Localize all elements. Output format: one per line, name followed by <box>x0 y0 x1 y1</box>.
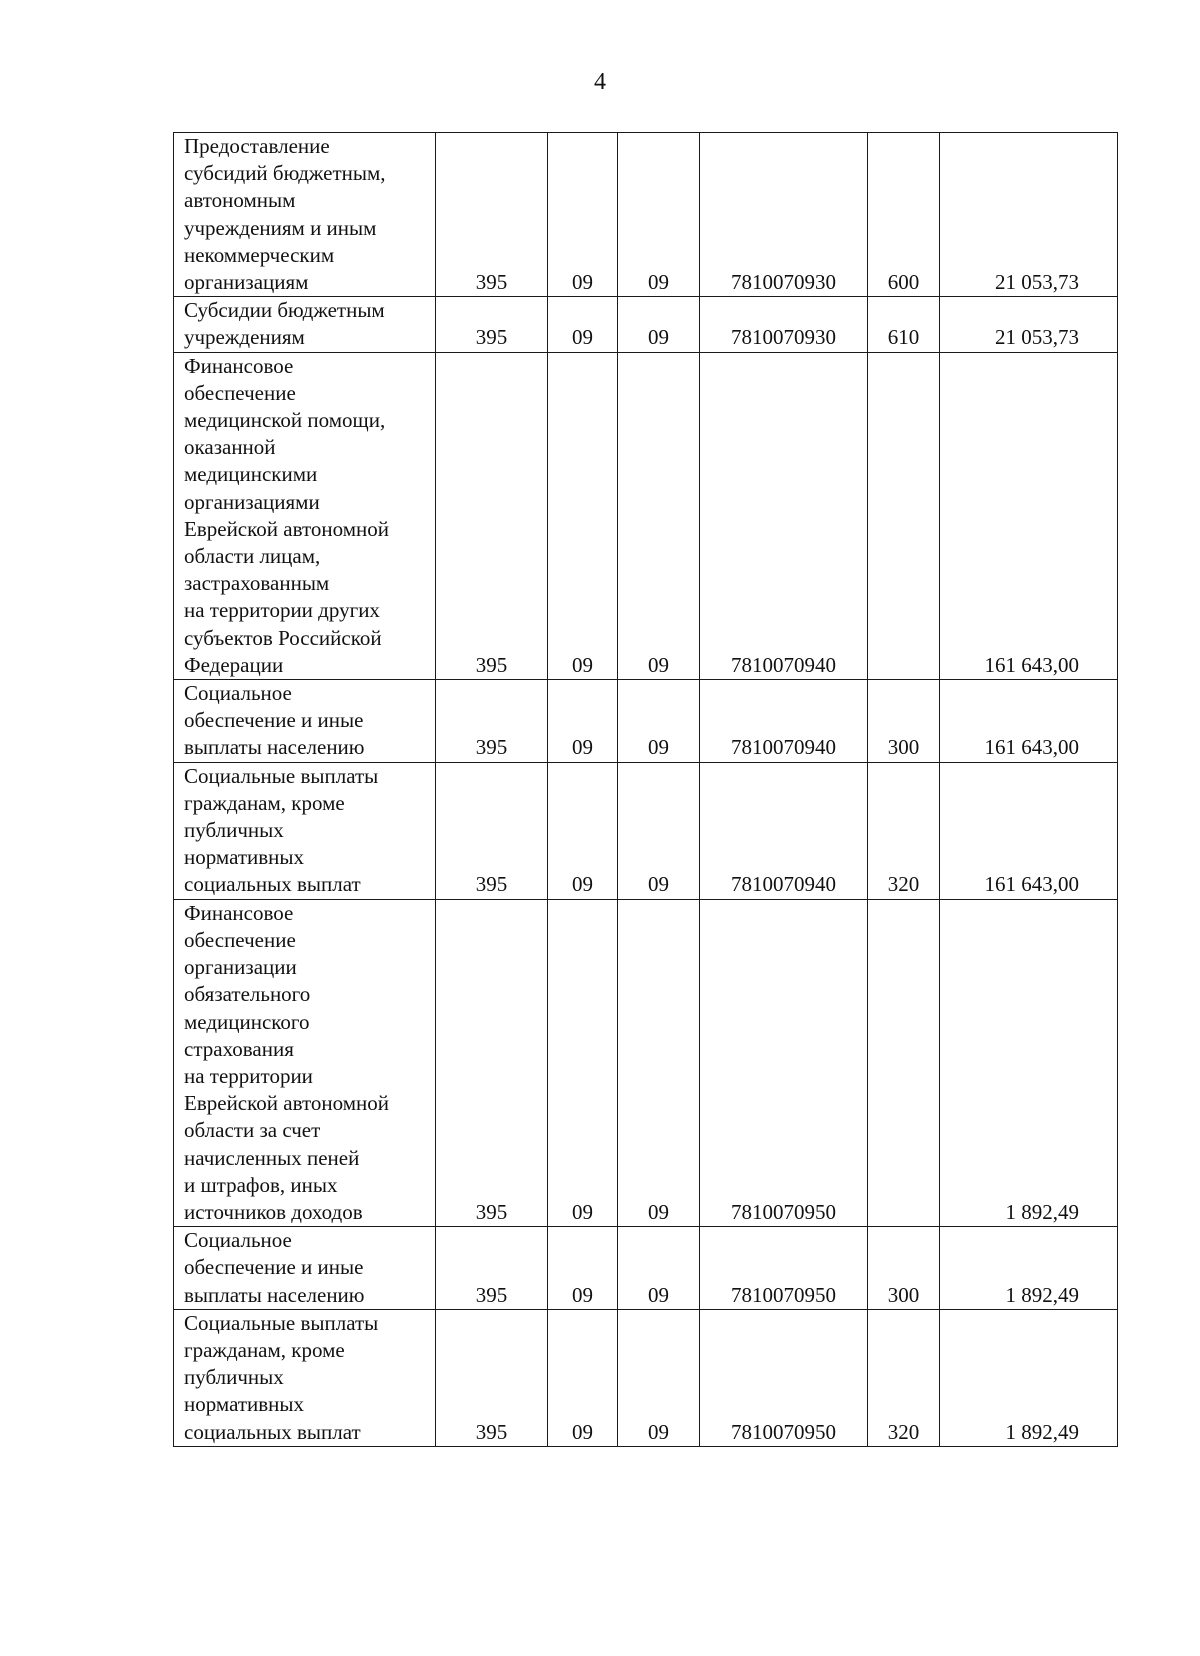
row-name-line: Финансовое <box>184 900 294 925</box>
row-name-cell <box>174 297 436 352</box>
row-name-line: источников доходов <box>184 1199 363 1224</box>
row-sum-cell: 1 892,49 <box>940 1309 1118 1446</box>
row-target-article-cell: 7810070940 <box>700 680 868 763</box>
row-name-line: нормативных <box>184 1392 305 1417</box>
row-name-line: выплаты населению <box>184 735 365 760</box>
row-subsection-cell: 09 <box>618 899 700 1226</box>
row-target-article-cell: 7810070950 <box>700 1227 868 1310</box>
table-row <box>174 680 1118 763</box>
row-name-cell <box>174 762 436 899</box>
row-name-line: области лицам, <box>184 544 321 569</box>
row-name-line: медицинского <box>184 1009 310 1034</box>
row-name-line: Еврейской автономной <box>184 1091 389 1116</box>
row-sum-cell: 1 892,49 <box>940 899 1118 1226</box>
row-name-line: субсидий бюджетным, <box>184 161 386 186</box>
row-name-line: Финансовое <box>184 353 294 378</box>
row-name-cell <box>174 133 436 297</box>
row-target-article-cell: 7810070940 <box>700 762 868 899</box>
row-subsection-cell: 09 <box>618 1227 700 1310</box>
row-grbs-cell: 395 <box>436 297 548 352</box>
row-name-line: публичных <box>184 1365 284 1390</box>
row-sum-cell: 161 643,00 <box>940 352 1118 679</box>
row-target-article-cell: 7810070930 <box>700 297 868 352</box>
row-name-line: Социальное <box>184 681 292 706</box>
row-grbs-cell: 395 <box>436 762 548 899</box>
row-name-line: обеспечение <box>184 927 296 952</box>
row-target-article-cell: 7810070950 <box>700 899 868 1226</box>
row-name-line: организациям <box>184 270 309 295</box>
table-row <box>174 762 1118 899</box>
row-section-cell: 09 <box>548 1309 618 1446</box>
row-name-line: Социальные выплаты <box>184 763 379 788</box>
row-name-line: оказанной <box>184 435 276 460</box>
row-section-cell: 09 <box>548 133 618 297</box>
budget-table <box>173 132 1118 1447</box>
row-subsection-cell: 09 <box>618 352 700 679</box>
table-row <box>174 1227 1118 1310</box>
row-expense-type-cell <box>868 352 940 679</box>
row-name-line: обеспечение <box>184 380 296 405</box>
row-name-line: учреждениям и иным <box>184 215 377 240</box>
table-row <box>174 899 1118 1226</box>
row-name-line: области за счет <box>184 1118 321 1143</box>
row-grbs-cell: 395 <box>436 133 548 297</box>
row-name-line: учреждениям <box>184 325 305 350</box>
row-name-line: медицинскими <box>184 462 318 487</box>
row-subsection-cell: 09 <box>618 680 700 763</box>
row-target-article-cell: 7810070950 <box>700 1309 868 1446</box>
row-section-cell: 09 <box>548 297 618 352</box>
row-name-cell <box>174 899 436 1226</box>
row-name-line: на территории <box>184 1063 313 1088</box>
row-expense-type-cell: 610 <box>868 297 940 352</box>
row-name-line: медицинской помощи, <box>184 408 386 433</box>
row-section-cell: 09 <box>548 762 618 899</box>
row-name-line: Еврейской автономной <box>184 516 389 541</box>
row-sum-cell: 21 053,73 <box>940 297 1118 352</box>
row-section-cell: 09 <box>548 680 618 763</box>
row-sum-cell: 161 643,00 <box>940 680 1118 763</box>
row-sum-cell: 1 892,49 <box>940 1227 1118 1310</box>
table-body <box>174 133 1118 1447</box>
row-expense-type-cell <box>868 899 940 1226</box>
row-name-line: организациями <box>184 489 320 514</box>
row-name-line: Социальные выплаты <box>184 1310 379 1335</box>
row-name-line: организации <box>184 955 297 980</box>
row-name-line: публичных <box>184 818 284 843</box>
row-name-line: нормативных <box>184 845 305 870</box>
row-section-cell: 09 <box>548 352 618 679</box>
row-name-line: гражданам, кроме <box>184 1337 345 1362</box>
row-name-line: начисленных пеней <box>184 1145 360 1170</box>
row-name-line: обеспечение и иные <box>184 1255 364 1280</box>
row-grbs-cell: 395 <box>436 680 548 763</box>
page-number: 4 <box>594 69 606 95</box>
row-name-line: автономным <box>184 188 296 213</box>
row-name-line: обязательного <box>184 982 311 1007</box>
row-expense-type-cell: 320 <box>868 762 940 899</box>
row-name-line: некоммерческим <box>184 242 335 267</box>
table-row <box>174 352 1118 679</box>
row-name-line: Федерации <box>184 652 284 677</box>
row-name-line: выплаты населению <box>184 1282 365 1307</box>
row-grbs-cell: 395 <box>436 899 548 1226</box>
row-subsection-cell: 09 <box>618 762 700 899</box>
row-sum-cell: 21 053,73 <box>940 133 1118 297</box>
row-name-cell <box>174 1227 436 1310</box>
row-name-cell <box>174 352 436 679</box>
row-name-line: и штрафов, иных <box>184 1172 338 1197</box>
row-section-cell: 09 <box>548 899 618 1226</box>
row-name-line: социальных выплат <box>184 872 361 897</box>
row-expense-type-cell: 320 <box>868 1309 940 1446</box>
row-grbs-cell: 395 <box>436 1309 548 1446</box>
row-name-line: субъектов Российской <box>184 625 382 650</box>
row-name-line: Субсидии бюджетным <box>184 298 385 323</box>
row-target-article-cell: 7810070930 <box>700 133 868 297</box>
row-subsection-cell: 09 <box>618 133 700 297</box>
row-name-cell <box>174 1309 436 1446</box>
row-name-cell <box>174 680 436 763</box>
row-section-cell: 09 <box>548 1227 618 1310</box>
row-name-line: страхования <box>184 1036 294 1061</box>
row-name-line: Предоставление <box>184 134 330 158</box>
row-name-line: Социальное <box>184 1228 292 1253</box>
row-name-line: обеспечение и иные <box>184 708 364 733</box>
table-row <box>174 297 1118 352</box>
row-expense-type-cell: 600 <box>868 133 940 297</box>
row-name-line: социальных выплат <box>184 1419 361 1444</box>
row-expense-type-cell: 300 <box>868 1227 940 1310</box>
row-subsection-cell: 09 <box>618 297 700 352</box>
table-row <box>174 133 1118 297</box>
row-name-line: гражданам, кроме <box>184 790 345 815</box>
row-name-line: застрахованным <box>184 571 330 596</box>
row-grbs-cell: 395 <box>436 352 548 679</box>
row-sum-cell: 161 643,00 <box>940 762 1118 899</box>
row-expense-type-cell: 300 <box>868 680 940 763</box>
row-subsection-cell: 09 <box>618 1309 700 1446</box>
row-grbs-cell: 395 <box>436 1227 548 1310</box>
row-target-article-cell: 7810070940 <box>700 352 868 679</box>
table-row <box>174 1309 1118 1446</box>
row-name-line: на территории других <box>184 598 380 623</box>
